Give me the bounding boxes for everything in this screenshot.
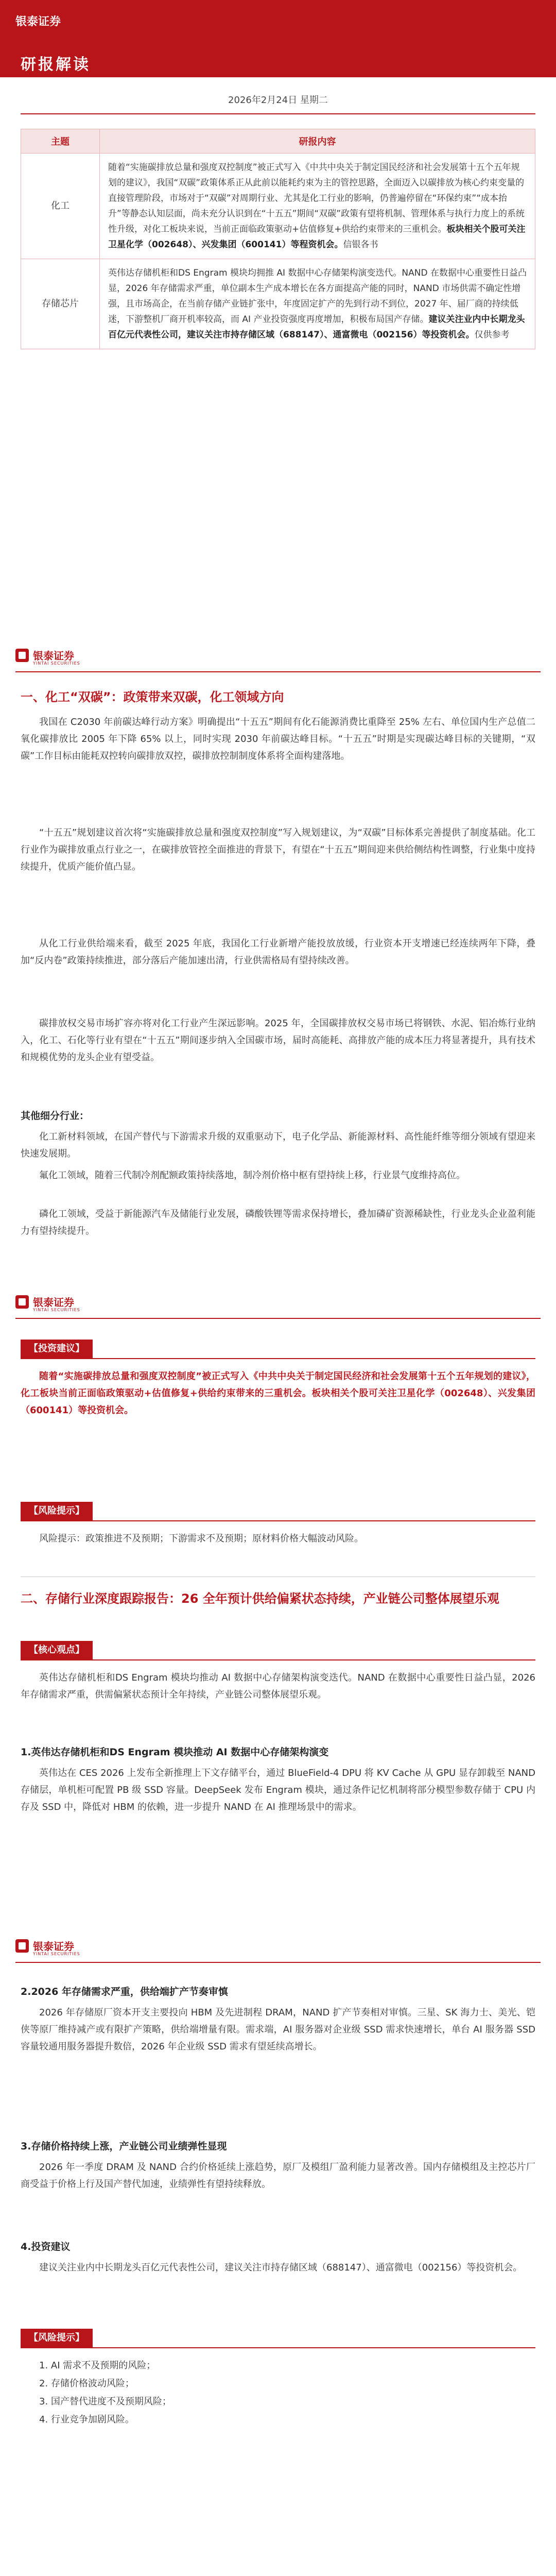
summary-row xyxy=(21,154,535,259)
page-header-en: YINTAI SECURITIES xyxy=(33,1952,80,1956)
summary-col-content: 研报内容 xyxy=(100,129,535,154)
section1-heading: 一、化工“双碳”：政策带来双碳，化工领域方向 xyxy=(21,690,284,704)
page-header-name: 银泰证券 xyxy=(33,650,74,662)
section2-intro: 英伟达存储机柜和DS Engram 模块均推动 AI 数据中心存储架构演变迭代。NAND 在数据中心重要性日益凸显，2026 年存储需求严重，供需偏紧状态预计全年持续，产业链公司整体展望乐观。 xyxy=(21,1672,535,1700)
header-banner xyxy=(0,0,556,77)
section1-sub-paragraph: 氟化工领域，随着三代制冷剂配额政策持续落地，制冷剂价格中枢有望持续上移，行业景气度维持高位。 xyxy=(39,1170,465,1181)
page-header-en: YINTAI SECURITIES xyxy=(33,1308,80,1312)
conclusion-tag: 【投资建议】 xyxy=(21,1340,93,1358)
section2-sub-heading: 2.2026 年存储需求严重，供给端扩产节奏审慎 xyxy=(21,1986,228,1997)
summary-source: 仅供参考 xyxy=(474,330,510,340)
summary-source: 信银各书 xyxy=(343,240,378,250)
summary-category: 存储芯片 xyxy=(21,259,100,349)
section1-paragraph: 碳排放权交易市场扩容亦将对化工行业产生深远影响。2025 年，全国碳排放权交易市场已将钢铁、水泥、铝冶炼行业纳入，化工、石化等行业有望在“十五五”期间逐步纳入全国碳市场，届时高能耗、高排放产能的成本压力将显著提升，具有技术和规模优势的龙头企业有望受益。 xyxy=(21,1018,535,1063)
section2-risk: 3. 国产替代进度不及预期风险； xyxy=(39,2396,171,2407)
risk-tag: 【风险提示】 xyxy=(21,1502,93,1520)
report-title: 研报解读 xyxy=(21,56,91,74)
section2-sub-text: 英伟达在 CES 2026 上发布全新推理上下文存储平台，通过 BlueField-4 DPU 将 KV Cache 从 GPU 显存卸载至 NAND 存储层，单机柜可配置 PB 级 SSD 容量。DeepSeek 发布 Engram 模块，通过条件记忆机制将部分模型参数存储于 CPU 内存及 SSD 中，降低对 HBM 的依赖，进一步提升 NAND 在 AI 推理场景中的需求。 xyxy=(21,1768,535,1812)
core-view-tag: 【核心观点】 xyxy=(21,1641,93,1659)
logo-mark-icon xyxy=(15,1939,29,1953)
page-header-rule xyxy=(15,671,541,672)
summary-content xyxy=(100,259,535,349)
page-header xyxy=(15,1288,541,1319)
page-header-rule xyxy=(15,1318,541,1319)
section1-risk: 风险提示：政策推进不及预期；下游需求不及预期；原材料价格大幅波动风险。 xyxy=(39,1533,363,1544)
section2-heading: 二、存储行业深度跟踪报告：26 全年预计供给偏紧状态持续，产业链公司整体展望乐观 xyxy=(21,1591,499,1606)
report-date: 2026年2月24日 星期二 xyxy=(228,95,328,106)
section2-sub-heading: 4.投资建议 xyxy=(21,2241,71,2252)
summary-row xyxy=(21,259,535,349)
summary-content xyxy=(100,154,535,259)
section2-sub-text: 2026 年存储原厂资本开支主要投向 HBM 及先进制程 DRAM，NAND 扩产节奏相对审慎。三星、SK 海力士、美光、铠侠等原厂维持减产或有限扩产策略，供给端增量有限。需求端，AI 服务器对企业级 SSD 需求快速增长，单台 AI 服务器 SSD 容量较通用服务器提升数倍，2026 年企业级 SSD 需求有望延续高增长。 xyxy=(21,2007,535,2052)
tag-rule xyxy=(21,1520,535,1521)
section2-sub-text: 建议关注业内中长期龙头百亿元代表性公司，建议关注市持存储区域（688147）、通富微电（002156）等投资机会。 xyxy=(39,2262,523,2273)
header-divider xyxy=(21,113,535,114)
tag-rule xyxy=(21,1358,535,1359)
summary-category: 化工 xyxy=(21,154,100,259)
section1-paragraph: “十五五”规划建议首次将“实施碳排放总量和强度双控制度”写入规划建议，为“双碳”目标体系完善提供了制度基础。化工行业作为碳排放重点行业之一，在碳排放管控全面推进的背景下，有望在“十五五”期间迎来供给侧结构性调整，行业集中度持续提升，优质产能价值凸显。 xyxy=(21,827,535,872)
summary-bold-text: 板块相关个股可关注卫星化学（002648）、兴发集团（600141）等程资机会。 xyxy=(108,224,526,250)
page-header-rule xyxy=(15,1962,541,1963)
logo-mark-icon xyxy=(15,1295,29,1309)
section2-sub-heading: 1.英伟达存储机柜和DS Engram 模块推动 AI 数据中心存储架构演变 xyxy=(21,1747,329,1758)
summary-text: 英伟达存储机柜和DS Engram 模块均拥推 AI 数据中心存储架构演变迭代。NAND 在数据中心重要性日益凸显，2026 年存储需求严重，单位副本生产成本增长在各方面提高产能的同时，NAND 市场供需不确定性增强，且市场高企，在当前存储产业链扩张中，年度固定扩产的先到行动不到位，2027 年、届厂商的持续低迷，下游整机厂商开机率较高，而 AI 产业投资强度再度增加，积极布局国产存储。 xyxy=(108,268,527,325)
section2-risk: 2. 存储价格波动风险； xyxy=(39,2378,134,2389)
section2-risk: 1. AI 需求不及预期的风险； xyxy=(39,2360,156,2371)
page-header-name: 银泰证券 xyxy=(33,1296,74,1309)
company-logo: 银泰证券 xyxy=(15,15,61,28)
section1-paragraph: 从化工行业供给端来看，截至 2025 年底，我国化工行业新增产能投放放缓，行业资本开支增速已经连续两年下降，叠加“反内卷”政策持续推进，部分落后产能加速出清，行业供需格局有望持续改善。 xyxy=(21,938,535,966)
section1-sub-paragraph: 磷化工领域，受益于新能源汽车及储能行业发展，磷酸铁锂等需求保持增长，叠加磷矿资源稀缺性，行业龙头企业盈利能力有望持续提升。 xyxy=(21,1209,535,1236)
section1-sub-paragraph: 化工新材料领域，在国产替代与下游需求升级的双重驱动下，电子化学品、新能源材料、高性能纤维等细分领域有望迎来快速发展期。 xyxy=(21,1131,535,1159)
page-header xyxy=(15,1932,541,1963)
summary-bold-text: 建议关注业内中长期龙头百亿元代表性公司，建议关注市持存储区域（688147）、通富微电（002156）等投资机会。 xyxy=(108,314,525,340)
summary-table xyxy=(21,129,535,349)
summary-text: 随着“实施碳排放总量和强度双控制度”被正式写入《中共中央关于制定国民经济和社会发展第十五个五年规划的建议》，我国“双碳”政策体系正从此前以能耗约束为主的管控思路，全面迈入以碳排放为核心约束变量的直接管理阶段，市场对于“双碳”对周期行业、尤其是化工行业的影响，仍普遍停留在“环保约束”“成本抬升”等静态认知层面，尚未充分认识到在“十五五”期间“双碳”政策有望将机制、管理体系与执行力度上的系统性升级，对化工板块来说，当前正面临政策驱动+估值修复+供给约束带来的三重机会。 xyxy=(108,162,525,234)
section1-sub-heading: 其他细分行业： xyxy=(21,1110,90,1122)
summary-col-topic: 主题 xyxy=(21,129,100,154)
section1-paragraph: 我国在 C2030 年前碳达峰行动方案》明确提出“十五五”期间有化石能源消费比重降至 25% 左右、单位国内生产总值二氧化碳排放比 2005 年下降 65% 以上，同时实现 2030 年前碳达峰目标。“十五五”时期是实现碳达峰目标的关键期，“双碳”工作目标由能耗双控转向碳排放双控，碳排放控制制度体系将全面构建落地。 xyxy=(21,717,535,761)
section2-sub-heading: 3.存储价格持续上涨，产业链公司业绩弹性显现 xyxy=(21,2141,227,2152)
tag-rule xyxy=(21,1659,535,1660)
logo-mark-icon xyxy=(15,649,29,662)
page-header xyxy=(15,641,541,672)
page-header-name: 银泰证券 xyxy=(33,1940,74,1953)
section2-sub-text: 2026 年一季度 DRAM 及 NAND 合约价格延续上涨趋势，原厂及模组厂盈利能力显著改善。国内存储模组及主控芯片厂商受益于价格上行及国产替代加速，业绩弹性有望持续释放。 xyxy=(21,2162,535,2190)
risk-tag: 【风险提示】 xyxy=(21,2329,93,2347)
section2-risk: 4. 行业竞争加剧风险。 xyxy=(39,2414,134,2425)
tag-rule xyxy=(21,2347,535,2348)
page-header-en: YINTAI SECURITIES xyxy=(33,661,80,666)
section1-conclusion: 随着“实施碳排放总量和强度双控制度”被正式写入《中共中央关于制定国民经济和社会发展第十五个五年规划的建议》，化工板块当前正面临政策驱动+估值修复+供给约束带来的三重机会。板块相关个股可关注卫星化学（002648）、兴发集团（600141）等投资机会。 xyxy=(21,1371,535,1416)
